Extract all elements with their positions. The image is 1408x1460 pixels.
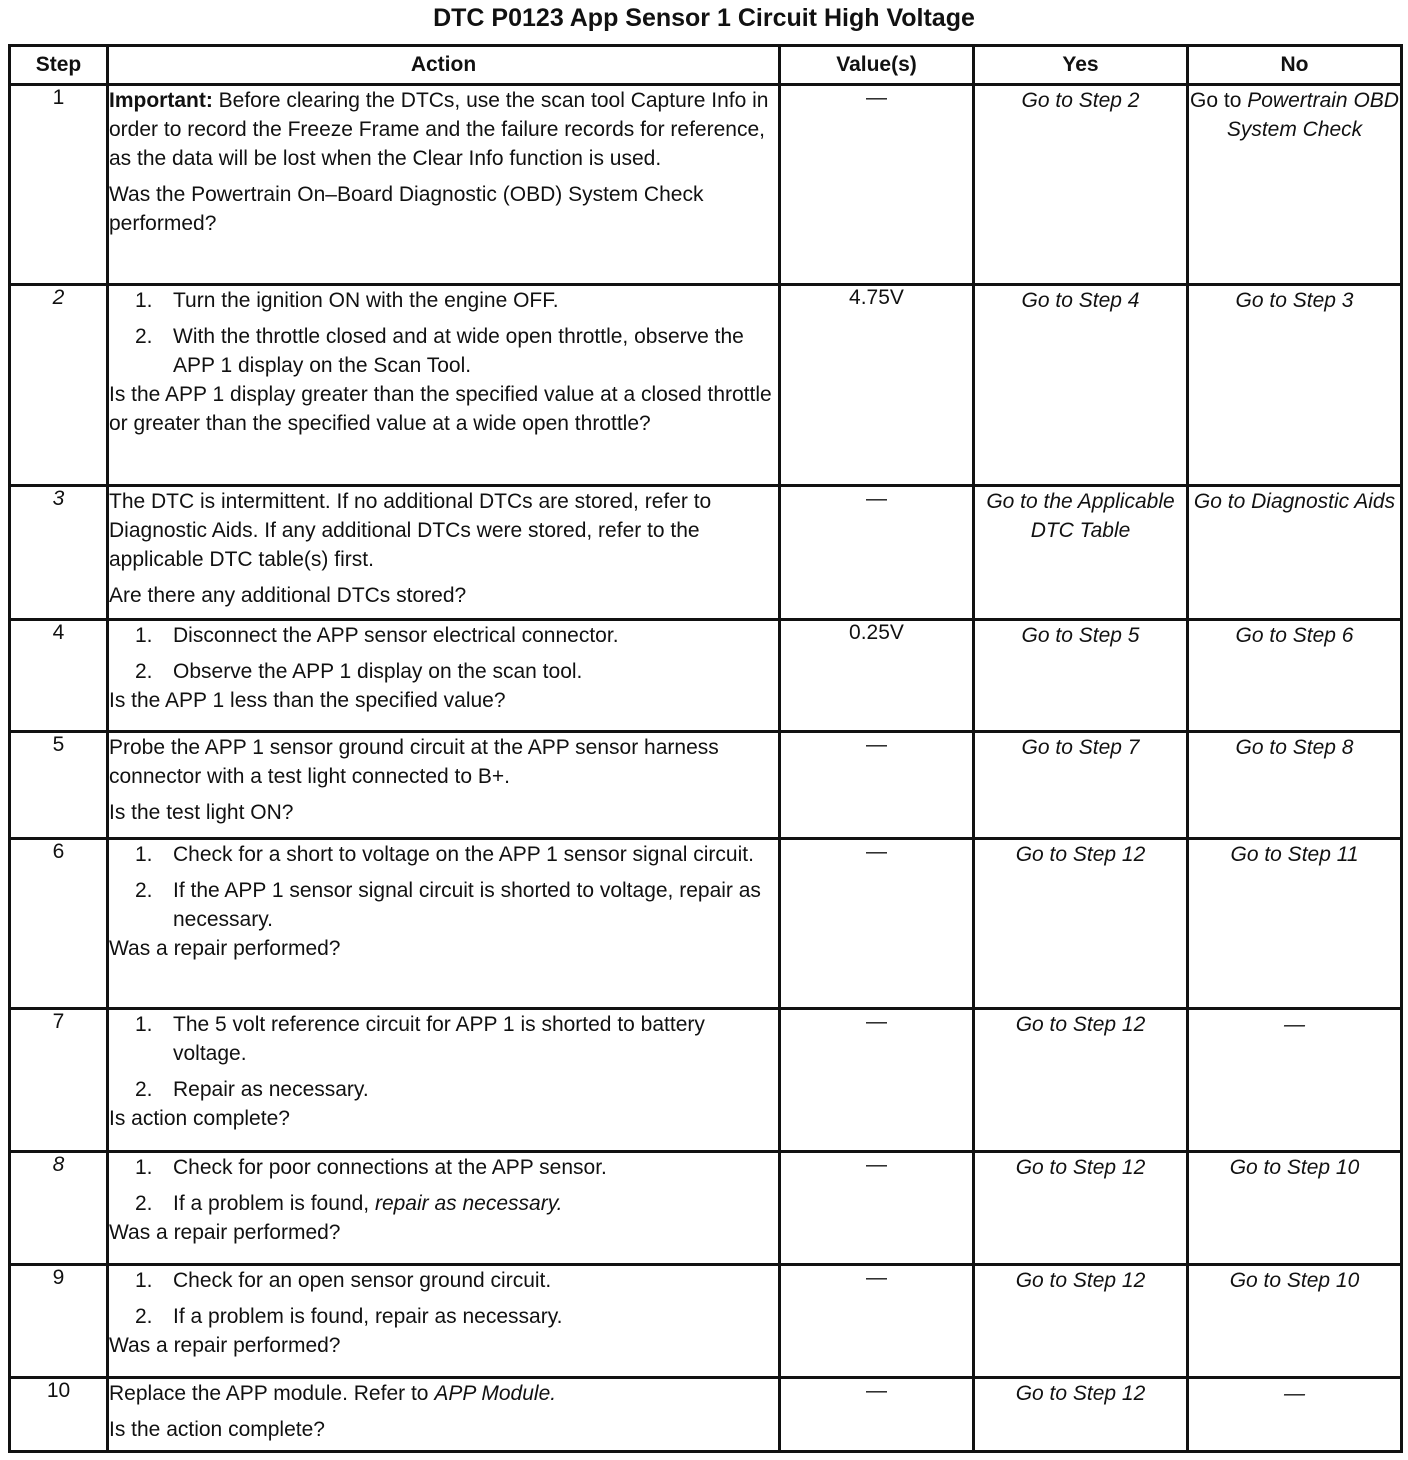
diagnostic-table (8, 44, 1403, 1453)
table-row-step-5 (10, 732, 1402, 839)
action-cell (108, 1152, 780, 1265)
yes-cell: Go to Step 2 (974, 85, 1188, 285)
list-item (109, 1266, 778, 1295)
step-text: The DTC is intermittent. If no additional DTCs are stored, refer to Diagnostic Aids. If any additional DTCs were stored, refer to the applicable DTC table(s) first. (109, 490, 712, 571)
yes-cell: Go to the Applicable DTC Table (974, 486, 1188, 620)
document-title: DTC P0123 App Sensor 1 Circuit High Voltage (433, 4, 975, 32)
item-number: 2. (135, 1078, 153, 1101)
header-step: Step (10, 46, 108, 85)
list-item (109, 322, 778, 380)
step-question: Is action complete? (109, 1107, 290, 1130)
item-number: 1. (135, 1013, 153, 1036)
table-row-step-1 (10, 85, 1402, 285)
value-cell (780, 85, 974, 285)
step-question: Is the test light ON? (109, 801, 294, 824)
item-text: Check for an open sensor ground circuit. (173, 1269, 552, 1292)
no-cell: Go to Step 11 (1188, 839, 1402, 1009)
item-text: Check for a short to voltage on the APP 1 sensor signal circuit. (173, 843, 754, 866)
no-link: Powertrain OBD System Check (1226, 89, 1399, 141)
table-row-step-7 (10, 1009, 1402, 1152)
table-row-step-8 (10, 1152, 1402, 1265)
table-row-step-4 (10, 620, 1402, 732)
value-cell (780, 285, 974, 486)
no-cell: — (1188, 1378, 1402, 1452)
list-item (109, 1075, 778, 1104)
header-yes: Yes (974, 46, 1188, 85)
action-cell (108, 285, 780, 486)
table-row-step-2 (10, 285, 1402, 486)
list-item (109, 286, 778, 315)
step-number: 10 (10, 1378, 108, 1452)
list-item (109, 657, 778, 686)
step-question: Was a repair performed? (109, 937, 341, 960)
no-cell: Go to Step 10 (1188, 1152, 1402, 1265)
list-item (109, 1010, 778, 1068)
item-number: 1. (135, 1156, 153, 1179)
yes-cell: Go to Step 12 (974, 1152, 1188, 1265)
step-number: 3 (10, 486, 108, 620)
step-text-italic: APP Module. (434, 1382, 557, 1405)
list-item (109, 1189, 778, 1218)
yes-cell: Go to Step 5 (974, 620, 1188, 732)
step-question: Was a repair performed? (109, 1221, 341, 1244)
step-number: 8 (10, 1152, 108, 1265)
value-cell (780, 1152, 974, 1265)
action-cell (108, 1378, 780, 1452)
yes-cell: Go to Step 12 (974, 1378, 1188, 1452)
step-question: Was the Powertrain On–Board Diagnostic (OBD) System Check performed? (109, 183, 704, 235)
step-text: Probe the APP 1 sensor ground circuit at the APP sensor harness connector with a test light connected to B+. (109, 736, 719, 788)
yes-cell: Go to Step 12 (974, 1009, 1188, 1152)
action-cell (108, 839, 780, 1009)
item-text: Observe the APP 1 display on the scan tool. (173, 660, 583, 683)
item-text: If a problem is found, repair as necessary. (173, 1305, 563, 1328)
item-text: Check for poor connections at the APP sensor. (173, 1156, 607, 1179)
value-cell (780, 1009, 974, 1152)
value-text: 4.75V (849, 286, 904, 309)
step-question: Is the action complete? (109, 1418, 325, 1441)
value-text: — (866, 1266, 887, 1289)
value-text: 0.25V (849, 621, 904, 644)
item-text: Disconnect the APP sensor electrical connector. (173, 624, 619, 647)
action-cell (108, 1009, 780, 1152)
value-text: — (866, 733, 887, 756)
value-cell (780, 839, 974, 1009)
step-text: Replace the APP module. Refer to (109, 1382, 435, 1405)
no-cell (1188, 85, 1402, 285)
no-cell: Go to Step 3 (1188, 285, 1402, 486)
step-number: 2 (10, 285, 108, 486)
value-text: — (866, 1153, 887, 1176)
header-action: Action (108, 46, 780, 85)
step-question: Are there any additional DTCs stored? (109, 584, 467, 607)
action-cell (108, 486, 780, 620)
no-cell: Go to Step 8 (1188, 732, 1402, 839)
item-text: The 5 volt reference circuit for APP 1 is shorted to battery voltage. (173, 1013, 705, 1065)
item-number: 2. (135, 879, 153, 902)
action-cell (108, 85, 780, 285)
list-item (109, 621, 778, 650)
step-number: 6 (10, 839, 108, 1009)
header-values: Value(s) (780, 46, 974, 85)
important-label: Important: (109, 89, 213, 112)
value-cell (780, 732, 974, 839)
item-text: Repair as necessary. (173, 1078, 369, 1101)
list-item (109, 1302, 778, 1331)
item-number: 2. (135, 1305, 153, 1328)
step-question: Was a repair performed? (109, 1334, 341, 1357)
step-number: 4 (10, 620, 108, 732)
value-cell (780, 486, 974, 620)
item-text-italic: repair as necessary. (374, 1192, 563, 1215)
value-text: — (866, 86, 887, 109)
item-text: If a problem is found, (173, 1192, 375, 1215)
action-cell (108, 1265, 780, 1378)
value-cell (780, 620, 974, 732)
no-prefix: Go to (1190, 89, 1248, 112)
value-text: — (866, 1010, 887, 1033)
item-number: 2. (135, 660, 153, 683)
step-question: Is the APP 1 display greater than the specified value at a closed throttle or greater than the specified value at a wide open throttle? (109, 383, 772, 435)
item-number: 2. (135, 325, 153, 348)
header-row (10, 46, 1402, 85)
table-row-step-6 (10, 839, 1402, 1009)
step-number: 9 (10, 1265, 108, 1378)
step-question: Is the APP 1 less than the specified value? (109, 689, 506, 712)
item-number: 1. (135, 289, 153, 312)
item-text: Turn the ignition ON with the engine OFF. (173, 289, 559, 312)
item-number: 1. (135, 1269, 153, 1292)
yes-cell: Go to Step 12 (974, 839, 1188, 1009)
action-cell (108, 620, 780, 732)
yes-cell: Go to Step 4 (974, 285, 1188, 486)
step-number: 5 (10, 732, 108, 839)
table-row-step-10 (10, 1378, 1402, 1452)
value-cell (780, 1378, 974, 1452)
item-number: 2. (135, 1192, 153, 1215)
value-text: — (866, 840, 887, 863)
list-item (109, 1153, 778, 1182)
no-cell: — (1188, 1009, 1402, 1152)
value-cell (780, 1265, 974, 1378)
value-text: — (866, 487, 887, 510)
action-cell (108, 732, 780, 839)
yes-cell: Go to Step 12 (974, 1265, 1188, 1378)
table-row-step-3 (10, 486, 1402, 620)
value-text: — (866, 1379, 887, 1402)
step-number: 7 (10, 1009, 108, 1152)
list-item (109, 840, 778, 869)
item-text: With the throttle closed and at wide open throttle, observe the APP 1 display on the Scan Tool. (173, 325, 744, 377)
item-number: 1. (135, 843, 153, 866)
item-number: 1. (135, 624, 153, 647)
important-text: Before clearing the DTCs, use the scan tool Capture Info in order to record the Freeze Frame and the failure records for reference, as the data will be lost when the Clear Info function is used. (109, 89, 769, 170)
yes-cell: Go to Step 7 (974, 732, 1188, 839)
table-row-step-9 (10, 1265, 1402, 1378)
no-cell: Go to Step 6 (1188, 620, 1402, 732)
header-no: No (1188, 46, 1402, 85)
list-item (109, 876, 778, 934)
item-text: If the APP 1 sensor signal circuit is shorted to voltage, repair as necessary. (173, 879, 761, 931)
no-cell: Go to Step 10 (1188, 1265, 1402, 1378)
step-number: 1 (10, 85, 108, 285)
no-cell: Go to Diagnostic Aids (1188, 486, 1402, 620)
